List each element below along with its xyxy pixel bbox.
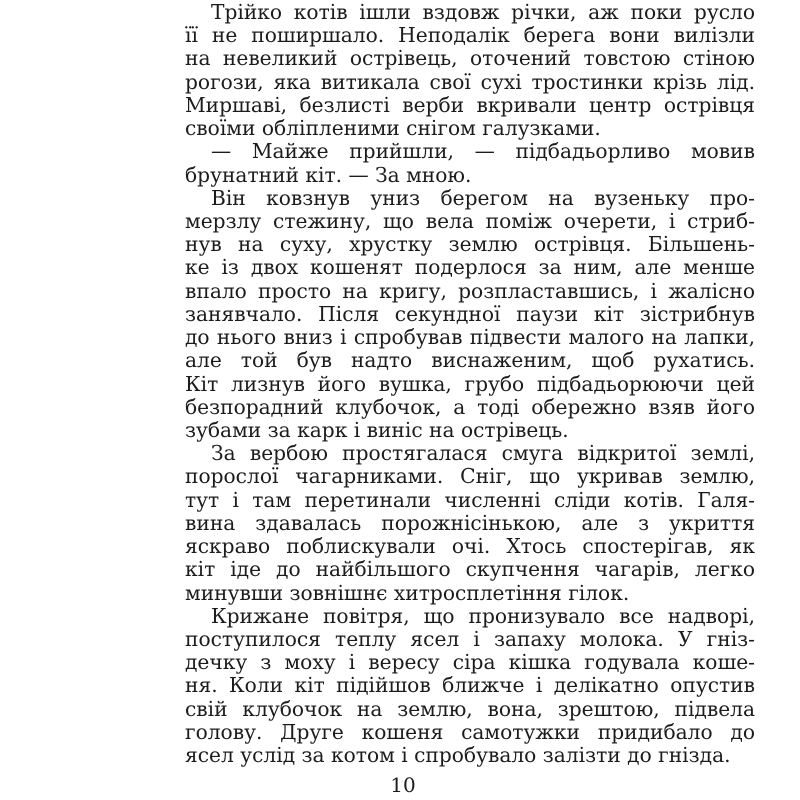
text-line: ке із двох кошенят подерлося за ним, але менше [185,255,755,280]
text-line: рогози, яка витикала свої сухі тростинки крізь лід. [185,69,755,94]
text-line: зубами за карк і виніс на острівець. [185,417,569,442]
text-line: дечку з моху і вересу сіра кішка годувала коше- [185,650,755,675]
text-line: до нього вниз і спробував підвести малого на лапки, [185,325,755,350]
text-line: її не поширшало. Неподалік берега вони вилізли [185,23,755,48]
text-line: яскраво поблискували очі. Хтось спостерігав, як [185,534,755,558]
text-line: тут і там перетинали численні сліди котів. Галя- [185,487,755,512]
text-line: Кіт лизнув його вушка, грубо підбадьорюючи цей [185,371,755,396]
text-line: своїми обліпленими снігом галузками. [185,116,601,141]
text-line: поступилося теплу ясел і запаху молока. У гніз- [185,626,755,651]
text-line: Миршаві, безлисті верби вкривали центр острівця [185,92,755,117]
text-line: — Майже прийшли, — підбадьорливо мовив [211,139,755,164]
page-number: 10 [390,773,416,797]
text-line: кіт іде до найбільшого скупчення чагарів, легко [185,557,755,582]
text-line: безпорадний клубочок, а тоді обережно взяв його [185,394,755,419]
text-line: порослої чагарниками. Сніг, що укривав землю, [185,464,755,489]
text-line: занявчало. Після секундної паузи кіт зістрибнув [185,301,755,326]
text-line: впало просто на кригу, розпластавшись, і жалісно [185,278,755,303]
text-line: ясел услід за котом і спробувало залізти до гнізда. [185,743,731,767]
text-line: нув на суху, хрустку землю острівця. Більшень- [185,232,755,257]
text-line: Крижане повітря, що пронизувало все надворі, [211,603,755,628]
text-line: ня. Коли кіт підійшов ближче і делікатно опустив [185,673,755,698]
text-line: брунатний кіт. — За мною. [185,162,472,187]
text-line: мерзлу стежину, що вела поміж очерети, і стриб- [185,209,755,233]
text-line: вина здавалась порожнісінькою, але з укриття [185,510,755,535]
text-line: свій клубочок на землю, вона, зрештою, підвела [185,696,755,721]
text-line: голову. Друге кошеня самотужки придибало до [185,719,755,744]
text-line: але той був надто виснаженим, щоб рухатись. [185,348,755,373]
text-line: Трійко котів ішли вздовж річки, аж поки русло [211,0,755,24]
text-line: За вербою простягалася смуга відкритої землі, [211,441,755,466]
text-line: минувши зовнішнє хитросплетіння гілок. [185,580,630,605]
text-line: на невеликий острівець, оточений товстою стіною [185,46,755,71]
text-line: Він ковзнув униз берегом на вузеньку про- [211,185,755,210]
